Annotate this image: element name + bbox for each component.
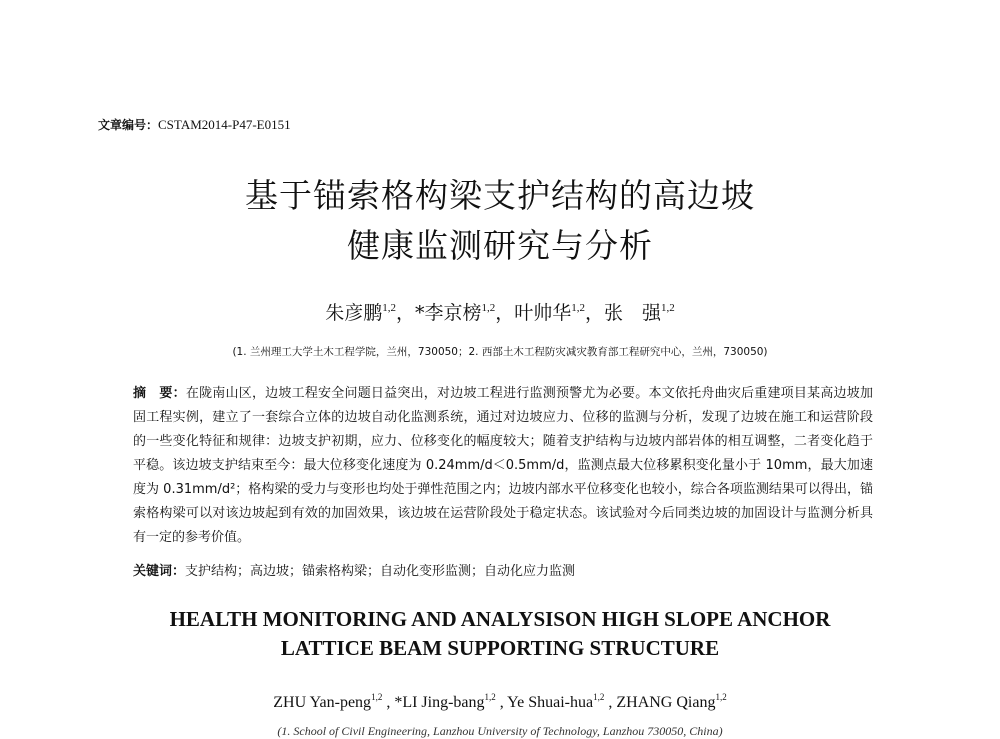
- title-en-line2: LATTICE BEAM SUPPORTING STRUCTURE: [280, 636, 720, 660]
- author-cn-name: 张 强: [604, 302, 662, 324]
- author-cn-sep: ，: [495, 302, 515, 324]
- author-en-name: *LI Jing-bang: [394, 694, 485, 711]
- author-cn-affil-mark: 1,2: [571, 302, 586, 314]
- author-cn-sep: ，: [585, 302, 605, 324]
- affiliation-en: (1. School of Civil Engineering, Lanzhou University of Technology, Lanzhou 730050, China): [277, 724, 723, 738]
- authors-cn: [0, 298, 1000, 325]
- article-number-value: CSTAM2014-P47-E0151: [158, 117, 291, 132]
- author-en-affil-mark: 1,2: [715, 692, 727, 702]
- author-cn-name: 叶帅华: [514, 302, 572, 324]
- author-en-sep: ,: [604, 694, 617, 711]
- keywords: [133, 560, 873, 579]
- author-en-name: Ye Shuai-hua: [507, 694, 594, 711]
- abstract-text: 在陇南山区，边坡工程安全问题日益突出，对边坡工程进行监测预警尤为必要。本文依托舟曲灾后重建项目某高边坡加固工程实例，建立了一套综合立体的边坡自动化监测系统，通过对边坡应力、位移的监测与分析，发现了边坡在施工和运营阶段的一些变化特征和规律：边坡支护初期，应力、位移变化的幅度较大；随着支护结构与边坡内部岩体的相互调整，二者变化趋于平稳。该边坡支护结束至今：最大位移变化速度为 0.24mm/d＜0.5mm/d，监测点最大位移累积变化量小于 10mm，最大加速度为 0.31mm/d²；格构梁的受力与变形也均处于弹性范围之内；边坡内部水平位移变化也较小，综合各项监测结果可以得出，锚索格构梁可以对该边坡起到有效的加固效果，该边坡在运营阶段处于稳定状态。该试验对今后同类边坡的加固设计与监测分析具有一定的参考价值。: [133, 386, 873, 545]
- author-cn-name: *李京榜: [414, 302, 482, 324]
- author-cn-name: 朱彦鹏: [325, 302, 383, 324]
- title-cn-line2: 健康监测研究与分析: [347, 226, 653, 265]
- keywords-text: 支护结构；高边坡；锚索格构梁；自动化变形监测；自动化应力监测: [185, 564, 576, 579]
- author-en-sep: ,: [382, 694, 395, 711]
- keywords-label: 关键词：: [133, 564, 186, 579]
- authors-en: [0, 692, 1000, 712]
- author-cn-affil-mark: 1,2: [382, 302, 396, 314]
- title-cn-line1: 基于锚索格构梁支护结构的高边坡: [245, 176, 755, 215]
- author-en-affil-mark: 1,2: [371, 692, 383, 702]
- author-en-affil-mark: 1,2: [593, 692, 605, 702]
- article-number-label: 文章编号：: [98, 118, 159, 132]
- abstract: [133, 382, 873, 550]
- author-cn-sep: ，: [395, 302, 415, 324]
- author-en-sep: ,: [495, 694, 508, 711]
- author-cn-affil-mark: 1,2: [661, 302, 675, 314]
- author-en-affil-mark: 1,2: [484, 692, 496, 702]
- author-en-name: ZHANG Qiang: [616, 694, 716, 711]
- affiliation-cn: (1. 兰州理工大学土木工程学院，兰州，730050；2. 西部土木工程防灾减灾教育部工程研究中心，兰州，730050): [232, 346, 768, 358]
- article-number: [98, 116, 291, 133]
- author-en-name: ZHU Yan-peng: [273, 694, 372, 711]
- author-cn-affil-mark: 1,2: [481, 302, 496, 314]
- abstract-label: 摘 要：: [133, 386, 186, 401]
- title-en-line1: HEALTH MONITORING AND ANALYSISON HIGH SLOPE ANCHOR: [169, 607, 831, 631]
